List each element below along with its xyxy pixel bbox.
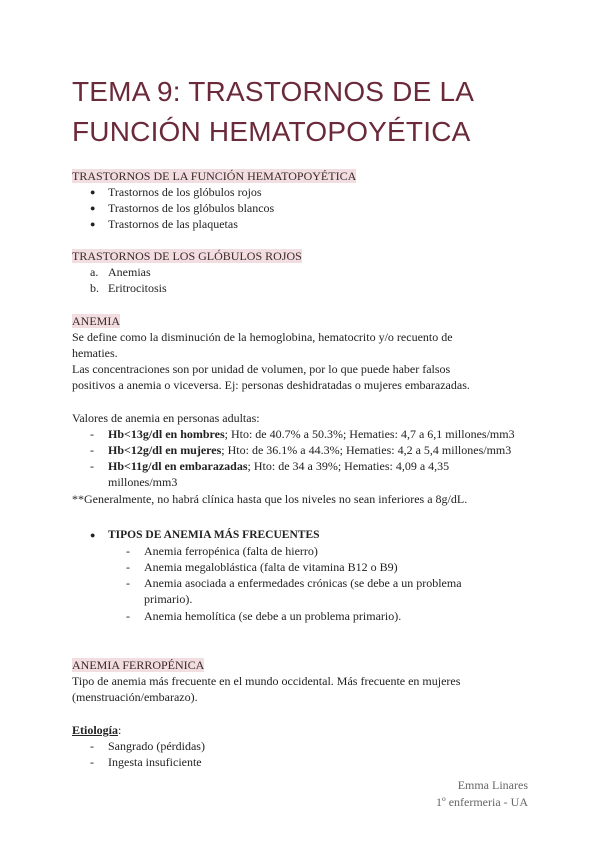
value-row: Hb<12g/dl en mujeres; Hto: de 36.1% a 44.3%; Hematies: 4,2 a 5,4 millones/mm3 (108, 443, 512, 457)
paragraph-line: Tipo de anemia más frecuente en el mundo occidental. Más frecuente en mujeres (72, 674, 461, 688)
value-row: Hb<13g/dl en hombres; Hto: de 40.7% a 50.3%; Hematies: 4,7 a 6,1 millones/mm3 (108, 427, 515, 441)
type-item: Anemia ferropénica (falta de hierro) (144, 544, 318, 558)
types-heading: TIPOS DE ANEMIA MÁS FRECUENTES (108, 529, 320, 541)
title-line-2: FUNCIÓN HEMATOPOYÉTICA (72, 116, 471, 147)
etiologia-item: Sangrado (pérdidas) (108, 739, 205, 753)
section-heading-hematopoyetica: TRASTORNOS DE LA FUNCIÓN HEMATOPOYÉTICA (72, 169, 357, 183)
dash-marker: - (90, 755, 94, 769)
footer-author: Emma Linares (457, 778, 528, 792)
dash-marker: - (90, 443, 94, 457)
dash-marker: - (126, 560, 130, 574)
list-item: Eritrocitosis (108, 281, 167, 295)
type-item-continuation: primario). (144, 592, 193, 606)
values-intro: Valores de anemia en personas adultas: (72, 411, 260, 425)
paragraph-line: (menstruación/embarazo). (72, 690, 198, 704)
paragraph-line: positivos a anemia o viceversa. Ej: personas deshidratadas o mujeres embarazadas. (72, 378, 470, 392)
footer (436, 777, 528, 811)
value-row: Hb<11g/dl en embarazadas; Hto: de 34 a 39%; Hematies: 4,09 a 4,35 (108, 459, 450, 473)
list-item: Trastornos de los glóbulos rojos (108, 185, 262, 199)
type-item: Anemia asociada a enfermedades crónicas (se debe a un problema (144, 576, 462, 590)
bullet-icon: ● (90, 219, 96, 229)
dash-marker: - (126, 609, 130, 623)
etiologia-item: Ingesta insuficiente (108, 755, 202, 769)
title-line-1: TEMA 9: TRASTORNOS DE LA (72, 76, 475, 107)
dash-marker: - (90, 427, 94, 441)
footer-course: 1º enfermeria - UA (435, 795, 528, 809)
bullet-icon: ● (90, 187, 96, 197)
list-marker: a. (90, 265, 99, 279)
dash-marker: - (90, 459, 94, 473)
type-item: Anemia hemolítica (se debe a un problema primario). (144, 609, 402, 623)
page-title (72, 72, 542, 152)
paragraph-line: hematies. (72, 346, 118, 360)
list-item: Trastornos de los glóbulos blancos (108, 201, 275, 215)
list-marker: b. (90, 281, 99, 295)
list-item: Anemias (108, 265, 151, 279)
etiologia-heading: Etiología: (72, 723, 122, 737)
type-item: Anemia megaloblástica (falta de vitamina B12 o B9) (144, 560, 398, 574)
bullet-icon: ● (90, 203, 96, 213)
dash-marker: - (126, 544, 130, 558)
paragraph-line: Se define como la disminución de la hemoglobina, hematocrito y/o recuento de (72, 330, 453, 344)
section-heading-ferropenica: ANEMIA FERROPÉNICA (72, 658, 205, 672)
bullet-icon: ● (90, 530, 96, 540)
section-heading-anemia: ANEMIA (72, 314, 120, 328)
section-heading-globulos-rojos: TRASTORNOS DE LOS GLÓBULOS ROJOS (72, 249, 302, 263)
dash-marker: - (90, 739, 94, 753)
dash-marker: - (126, 576, 130, 590)
note: **Generalmente, no habrá clínica hasta que los niveles no sean inferiores a 8g/dL. (72, 492, 468, 506)
paragraph-line: Las concentraciones son por unidad de volumen, por lo que puede haber falsos (72, 362, 451, 376)
list-item: Trastornos de las plaquetas (108, 217, 238, 231)
value-row-continuation: millones/mm3 (108, 475, 178, 489)
